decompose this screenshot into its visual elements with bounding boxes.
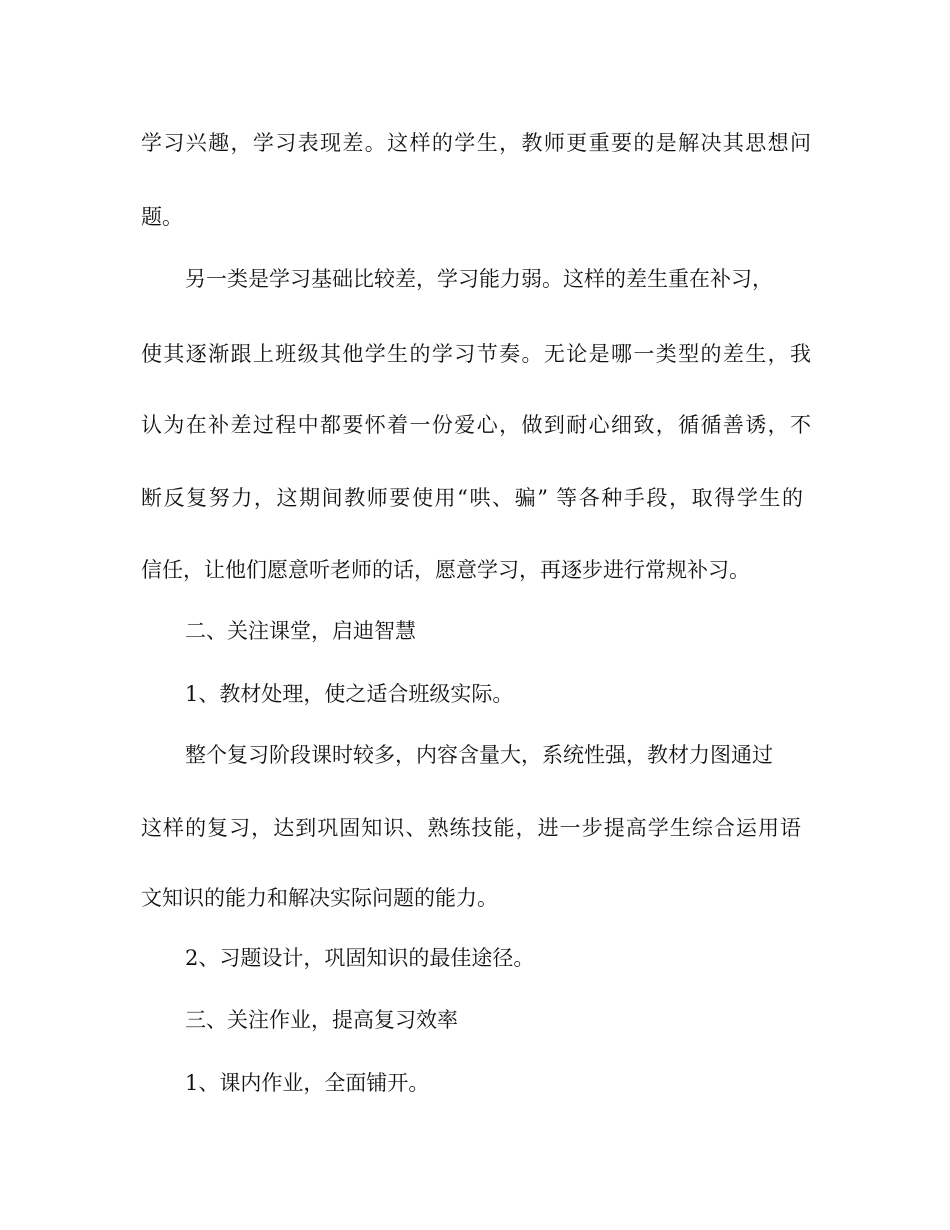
subheading-2-2: 2、习题设计，巩固知识的最佳途径。 xyxy=(185,946,535,970)
paragraph-line-5: 认为在补差过程中都要怀着一份爱心，做到耐心细致，循循善诱，不 xyxy=(141,413,811,437)
paragraph-line-4: 使其逐渐跟上班级其他学生的学习节奏。无论是哪一类型的差生，我 xyxy=(141,342,811,366)
subheading-2-1: 1、教材处理，使之适合班级实际。 xyxy=(185,682,514,706)
paragraph-line-9: 这样的复习，达到巩固知识、熟练技能，进一步提高学生综合运用语 xyxy=(141,816,801,840)
paragraph-line-6: 断反复努力，这期间教师要使用“哄、骗” 等各种手段，取得学生的 xyxy=(141,486,803,510)
paragraph-line-7: 信任，让他们愿意听老师的话，愿意学习，再逐步进行常规补习。 xyxy=(141,558,750,582)
subheading-3-1: 1、课内作业，全面铺开。 xyxy=(185,1071,430,1095)
section-heading-2: 二、关注课堂，启迪智慧 xyxy=(185,619,416,643)
section-heading-3: 三、关注作业，提高复习效率 xyxy=(185,1008,458,1032)
paragraph-line-2: 题。 xyxy=(141,205,183,229)
paragraph-line-10: 文知识的能力和解决实际问题的能力。 xyxy=(141,886,498,910)
paragraph-line-3: 另一类是学习基础比较差，学习能力弱。这样的差生重在补习， xyxy=(185,267,773,291)
paragraph-line-1: 学习兴趣，学习表现差。这样的学生，教师更重要的是解决其思想问 xyxy=(141,131,811,155)
paragraph-line-8: 整个复习阶段课时较多，内容含量大，系统性强，教材力图通过 xyxy=(185,743,773,767)
